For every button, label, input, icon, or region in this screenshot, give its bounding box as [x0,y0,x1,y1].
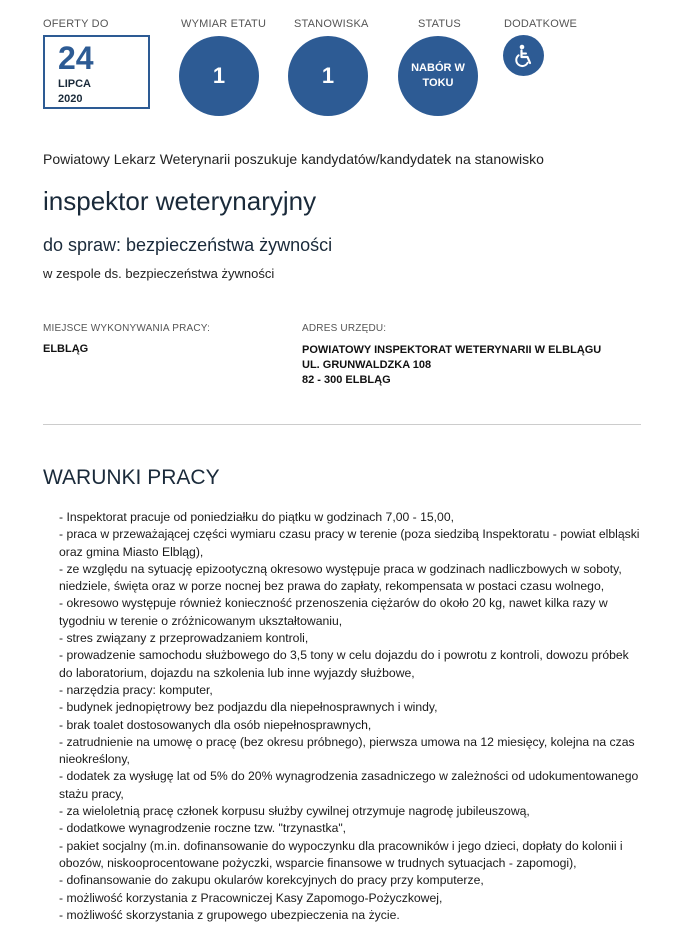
list-item: - zatrudnienie na umowę o pracę (bez okresu próbnego), pierwsza umowa na 12 miesięcy, kolejna na czas nieokreślony, [59,734,635,767]
deadline-year: 2020 [58,93,83,105]
list-item: - okresowo występuje również konieczność przenoszenia ciężarów do około 20 kg, nawet kilka razy w tygodniu w terenie o zróżnicowanym ukształtowaniu, [59,596,608,628]
divider [43,424,641,425]
employment-label: WYMIAR ETATU [181,18,267,30]
wheelchair-icon-graphic [511,43,537,69]
office-address-line3: 82 - 300 ELBLĄG [302,374,391,386]
workplace-value: ELBLĄG [43,343,89,355]
status-label: STATUS [418,18,461,30]
positions-label: STANOWISKA [294,18,369,30]
list-item: - dodatkowe wynagrodzenie roczne tzw. "trzynastka", [59,821,347,836]
office-address-line1: POWIATOWY INSPEKTORAT WETERYNARII W ELBLĄGU [302,344,602,356]
list-item: - możliwość korzystania z Pracowniczej Kasy Zapomogo-Pożyczkowej, [59,890,443,905]
list-item: - brak toalet dostosowanych dla osób niepełnosprawnych, [59,717,372,732]
deadline-month: LIPCA [58,78,91,90]
office-address [302,343,601,388]
list-item: - budynek jednopiętrowy bez podjazdu dla niepełnosprawnych i windy, [59,700,438,715]
job-subtitle: do spraw: bezpieczeństwa żywności [43,235,333,255]
list-item: - praca w przeważającej części wymiaru czasu pracy w terenie (poza siedzibą Inspektoratu - powiat elbląski oraz gmina Miasto Elbląg), [59,527,640,559]
list-item: - dodatek za wysługę lat od 5% do 20% wynagrodzenia zasadniczego w zależności od udokumentowanego stażu pracy, [59,769,639,801]
list-item: - prowadzenie samochodu służbowego do 3,5 tony w celu dojazdu do i powrotu z kontroli, dowozu próbek do laboratorium, dojazdu na szkolenia lub inne wyjazdy służbowe, [59,648,629,680]
list-item: - stres związany z przeprowadzaniem kontroli, [59,631,309,646]
status-badge: NABÓR W TOKU [398,36,478,116]
list-item: - Inspektorat pracuje od poniedziałku do piątku w godzinach 7,00 - 15,00, [59,510,454,524]
offer-deadline-box [43,35,150,109]
office-address-label: ADRES URZĘDU: [302,323,387,334]
list-item: - dofinansowanie do zakupu okularów korekcyjnych do pracy przy komputerze, [59,873,484,888]
team-text: w zespole ds. bezpieczeństwa żywności [43,266,275,281]
work-conditions-title: WARUNKI PRACY [43,466,220,489]
list-item: - za wieloletnią pracę członek korpusu służby cywilnej otrzymuje nagrodę jubileuszową, [59,804,530,819]
list-item: - możliwość skorzystania z grupowego ubezpieczenia na życie. [59,907,400,922]
office-address-line2: UL. GRUNWALDZKA 108 [302,359,432,371]
offers-until-label: OFERTY DO [43,18,109,30]
work-conditions-list [59,509,641,924]
list-item: - ze względu na sytuację epizootyczną okresowo występuje praca w godzinach nadliczbowych w soboty, niedziele, święta oraz w porze nocnej bez prawa do zapłaty, rekompensata w postaci czasu wolnego, [59,561,622,594]
deadline-day: 24 [58,40,94,76]
intro-text: Powiatowy Lekarz Weterynarii poszukuje kandydatów/kandydatek na stanowisko [43,151,544,167]
wheelchair-icon[interactable] [503,35,544,76]
list-item: - narzędzia pracy: komputer, [59,682,213,697]
positions-value-badge: 1 [288,36,368,116]
workplace-label: MIEJSCE WYKONYWANIA PRACY: [43,323,211,334]
employment-value-badge: 1 [179,36,259,116]
list-item: - pakiet socjalny (m.in. dofinansowanie do wypoczynku dla pracowników i jego dzieci, dopłaty do kolonii i obozów, niskooprocentowane pożyczki, wsparcie finansowe w trudnych sytuacjach - zapomogi), [59,838,623,870]
additional-label: DODATKOWE [504,18,578,30]
job-title: inspektor weterynaryjny [43,186,317,216]
